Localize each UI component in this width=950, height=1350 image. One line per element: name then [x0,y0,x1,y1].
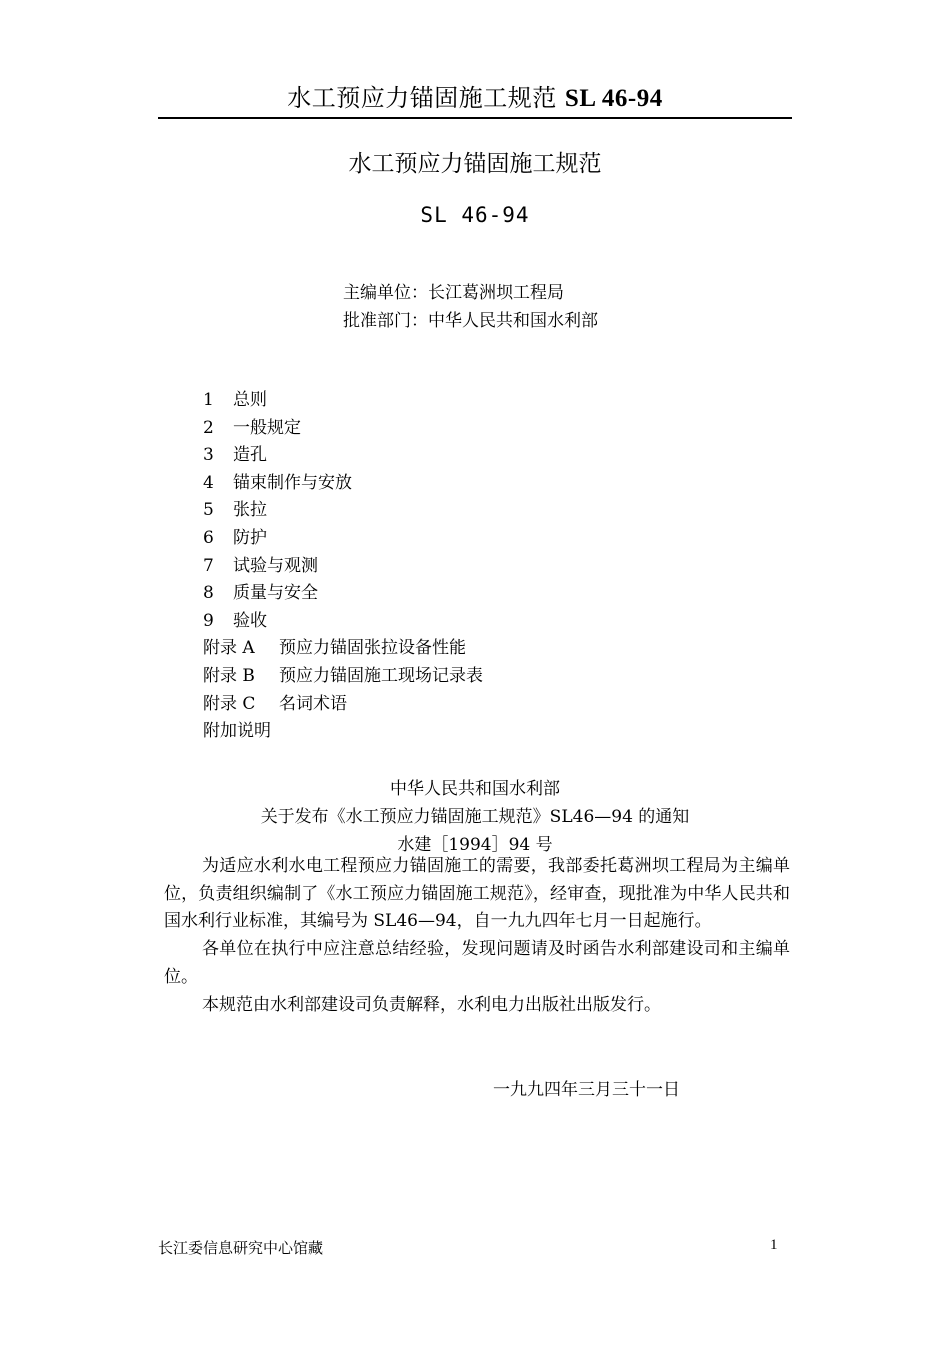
toc-item[interactable] [203,608,483,636]
toc-num: 8 [203,583,214,604]
toc-num: 3 [203,445,214,466]
toc-label: 名词术语 [279,693,347,714]
toc-item[interactable] [203,415,483,443]
notice-issuer: 中华人民共和国水利部 [390,779,560,799]
toc-item[interactable] [203,470,483,498]
toc-label: 张拉 [233,500,267,521]
toc-num: 9 [203,610,214,631]
toc-num: 5 [203,500,214,521]
toc-item[interactable] [203,663,483,691]
toc-label: 预应力锚固施工现场记录表 [279,665,483,686]
toc-label: 防护 [233,527,267,548]
notice-paragraph: 为适应水利水电工程预应力锚固施工的需要，我部委托葛洲坝工程局为主编单位，负责组织编制了《水工预应力锚固施工规范》，经审查，现批准为中华人民共和国水利行业标准，其编号为 SL46—94，自一九九四年七月一日起施行。 [164,856,790,932]
toc-label: 造孔 [233,445,267,466]
toc-item[interactable] [203,497,483,525]
toc-num: 附录 B [203,665,255,686]
toc-label: 质量与安全 [233,583,318,604]
document-title: 水工预应力锚固施工规范 [348,151,602,177]
toc-num: 附加说明 [203,721,271,742]
notice-paragraph: 本规范由水利部建设司负责解释，水利电力出版社出版发行。 [202,994,661,1015]
table-of-contents [203,387,483,746]
toc-label: 一般规定 [233,417,301,438]
toc-item[interactable] [203,635,483,663]
toc-num: 附录 C [203,693,256,714]
approval-dept: 批准部门：中华人民共和国水利部 [343,311,598,331]
toc-label: 预应力锚固张拉设备性能 [279,638,466,659]
header-code: SL 46-94 [564,85,663,112]
toc-label: 总则 [233,390,267,410]
editor-unit: 主编单位：长江葛洲坝工程局 [343,283,564,303]
toc-num: 7 [203,555,214,576]
toc-num: 1 [203,390,214,410]
toc-num: 附录 A [203,638,255,659]
toc-label: 试验与观测 [233,555,318,576]
toc-item[interactable] [203,718,483,746]
running-header [158,78,792,113]
notice-body [164,853,790,1019]
header-title: 水工预应力锚固施工规范 [287,84,557,112]
toc-num: 4 [203,472,214,493]
footer-source: 长江委信息研究中心馆藏 [158,1239,324,1257]
toc-label: 验收 [233,610,267,631]
toc-item[interactable] [203,580,483,608]
header-rule [158,117,792,119]
toc-num: 6 [203,527,214,548]
page-number: 1 [770,1237,778,1253]
notice-doc-number: 水建［1994］94 号 [397,835,553,855]
toc-item[interactable] [203,553,483,581]
toc-item[interactable] [203,442,483,470]
notice-date: 一九九四年三月三十一日 [493,1080,680,1100]
notice-paragraph: 各单位在执行中应注意总结经验，发现问题请及时函告水利部建设司和主编单位。 [164,939,790,987]
toc-item[interactable] [203,691,483,719]
toc-item[interactable] [203,525,483,553]
toc-item[interactable] [203,387,483,415]
toc-label: 锚束制作与安放 [233,472,352,493]
toc-num: 2 [203,417,214,438]
notice-subject: 关于发布《水工预应力锚固施工规范》SL46—94 的通知 [260,807,690,827]
document-code: SL 46-94 [420,203,530,227]
